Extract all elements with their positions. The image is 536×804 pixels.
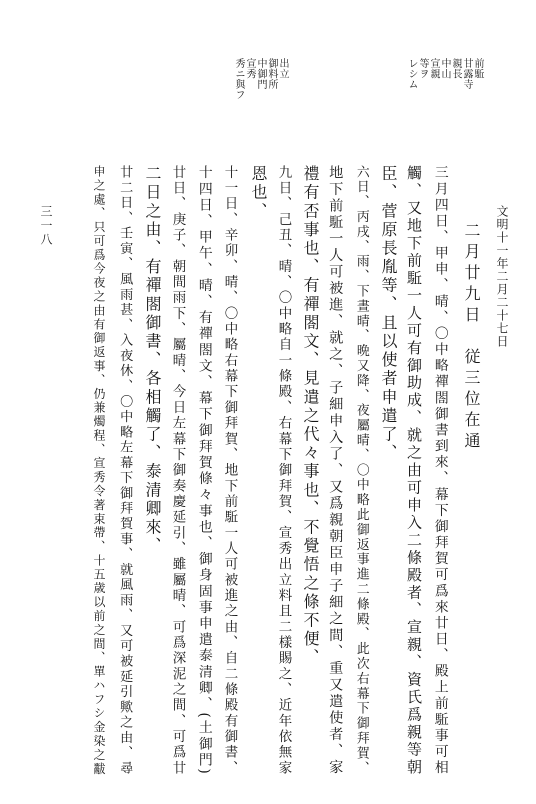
text-line-7: 九日、己丑、晴、〇中略自一條殿、右幕下御拜賀、宣秀出立料且二樣賜之、近年依無家	[275, 165, 292, 777]
page-header-title: 文明十一年二月二十七日	[495, 205, 509, 348]
margin-note-1: 前駈	[472, 58, 483, 79]
margin-note-2: 甘露寺	[461, 58, 472, 90]
text-line-4: 六日、丙戌、雨、下晝晴、晩又降、夜屬晴、〇中略此御返事進二條殿、此次右幕下御拜賀、	[353, 165, 369, 776]
margin-note-11: 宣秀	[244, 58, 255, 79]
margin-note-10: 中御門	[255, 58, 266, 90]
text-line-13: 廿二日、壬寅、風雨甚、入夜休、〇中略左幕下御拜賀事、就風雨、又可被延引歟之由、尋	[117, 165, 133, 777]
margin-note-8: 出立	[277, 58, 288, 79]
page-number: 三一八	[39, 205, 53, 247]
text-line-10: 十四日、甲午、晴、有禪閤文、幕下御拜賀條々事也、御身固事申遣泰清卿、(土御門)	[195, 165, 212, 777]
margin-note-4: 中山	[439, 58, 450, 79]
date-heading: 二月廿九日 従三位在通	[462, 222, 481, 453]
text-line-9: 十一日、辛卯、晴、〇中略右幕下御拜賀、地下前駈一人可被進之由、自二條殿有御書、	[221, 165, 238, 777]
text-line-11: 廿日、庚子、朝間雨下、屬晴、今日左幕下御奏慶延引、雖屬晴、可爲深泥之間、可爲廿	[169, 165, 186, 777]
margin-note-3: 親長	[450, 58, 461, 79]
margin-note-6: 等ヲ	[417, 58, 428, 79]
text-line-3: 臣、菅原長胤等、且以使者申遣了、	[379, 165, 398, 463]
text-line-5: 地下前駈一人可被進、就之、子細申入了、又爲親朝臣申子細之間、重又遣使者、家	[327, 165, 344, 777]
margin-note-12: 秀ニ與フ	[233, 58, 244, 100]
margin-note-5: 宣親	[428, 58, 439, 79]
text-line-2: 觸、又地下前駈一人可有御助成、就之由可申入二條殿者、宣親、資氏爲親等朝	[405, 165, 424, 777]
text-line-1: 三月四日、甲申、晴、〇中略禪閤御書到來、幕下御拜賀可爲來廿日、殿上前駈事可相	[431, 165, 448, 777]
text-line-6: 禮有否事也、有禪閤文、見遣之代々事也、不覺悟之條不便、	[301, 165, 320, 668]
text-line-8: 恩也、	[249, 165, 268, 221]
margin-note-7: レシム	[406, 58, 417, 90]
text-line-14: 申之處、只可爲今夜之由有御返事、仍兼燭程、宣秀令著束帶、十五歳以前之間、單ハフシ金染之黻	[91, 165, 106, 777]
margin-note-9: 御料所	[266, 58, 277, 90]
text-line-12: 二日之由、有禪閤御書、各相觸了、泰清卿來、	[143, 165, 162, 556]
